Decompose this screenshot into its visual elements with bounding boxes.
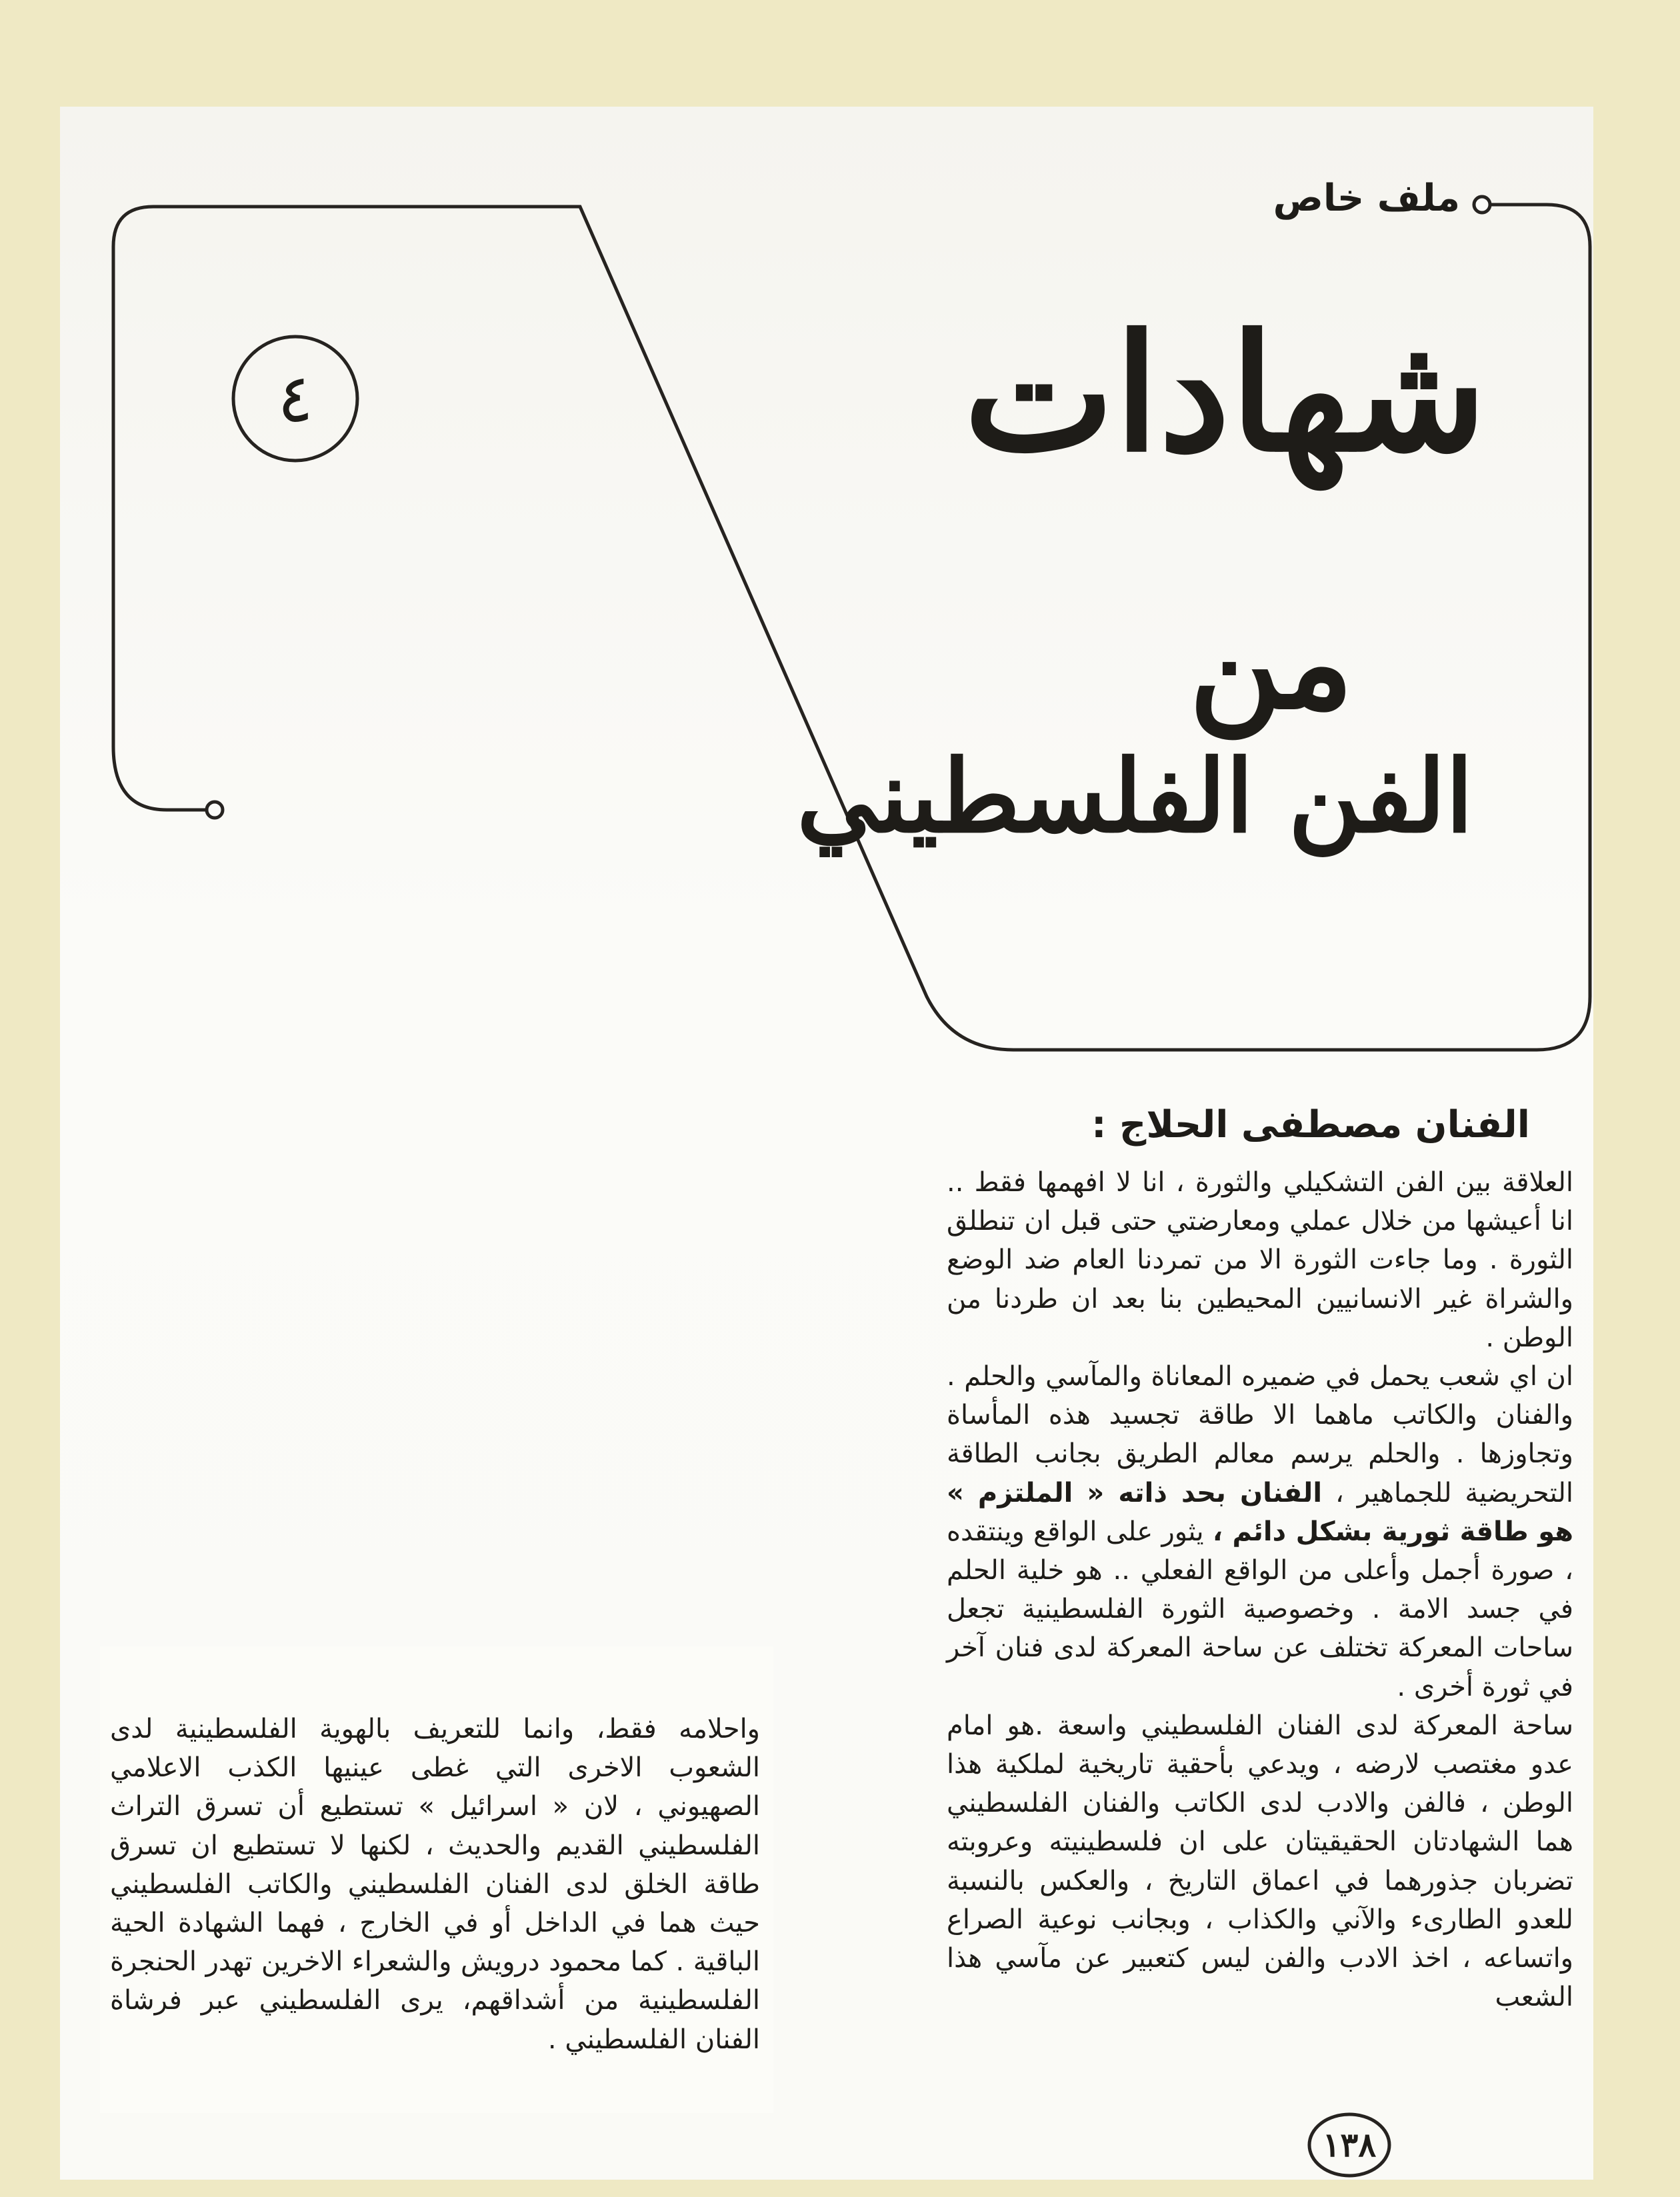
author-heading: الفنان مصطفى الحلاج : <box>1091 1103 1530 1146</box>
title-line-3: الفن الفلسطيني <box>797 738 1473 855</box>
article-paragraph-3: ساحة المعركة لدى الفنان الفلسطيني واسعة .هو امام عدو مغتصب لارضه ، ويدعي بأحقية تاريخية لملكية هذا الوطن ، فالفن والادب لدى الكاتب والفنان الفلسطيني هما الشهادتان الحقيقيتان على ان فلسطينيته وعروبته تضربان جذورهما في اعماق التاريخ ، والعكس بالنسبة للعدو الطارىء والآني والكذاب ، وبجانب نوعية الصراع واتساعه ، اخذ الادب والفن ليس كتعبير عن مآسي هذا الشعب <box>947 1710 1573 2013</box>
section-kicker: ملف خاص <box>1273 177 1460 220</box>
article-continuation: واحلامه فقط، وانما للتعريف بالهوية الفلسطينية لدى الشعوب الاخرى التي غطى عينيها الكذب الاعلامي الصهيوني ، لان « اسرائيل » تستطيع أن تسرق التراث الفلسطيني القديم والحديث ، لكنها لا تستطيع ان تسرق طاقة الخلق لدى الفنان الفلسطيني والكاتب الفلسطيني حيث هما في الداخل أو في الخارج ، فهما الشهادة الحية الباقية . كما محمود درويش والشعراء الاخرين تهدر الحنجرة الفلسطينية من أشداقهم، يرى الفلسطيني عبر فرشاة الفنان الفلسطيني . <box>110 1714 760 2055</box>
frame-end-circle-top <box>1474 197 1490 213</box>
page-number: ١٣٨ <box>1322 2125 1377 2164</box>
part-number: ٤ <box>277 359 313 437</box>
title-line-2: من <box>1189 589 1353 737</box>
article-paragraph-1: العلاقة بين الفن التشكيلي والثورة ، انا لا افهمها فقط .. انا أعيشها من خلال عملي ومعارضتي حتى قبل ان تنطلق الثورة . وما جاءت الثورة الا من تمردنا العام ضد الوضع والشراة غير الانسانيين المحيطين بنا بعد ان طردنا من الوطن . <box>947 1167 1573 1353</box>
paragraph-2-emphasis: الفنان بحد ذاته « الملتزم » هو طاقة ثورية بشكل دائم ، <box>947 1477 1574 1547</box>
paragraph-2-end: يثور على الواقع وينتقده ، صورة أجمل وأعلى من الواقع الفعلي .. هو خلية الحلم في جسد الامة . وخصوصية الثورة الفلسطينية تجعل ساحات المعركة تختلف عن ساحة المعركة لدى فنان آخر في ثورة أخرى . <box>947 1516 1573 1702</box>
page-title: شهادات <box>963 299 1487 487</box>
article-column-right <box>947 1163 1573 2016</box>
article-paragraph-2 <box>947 1357 1573 1706</box>
article-column-left <box>110 1710 760 2059</box>
paragraph-2-start: ان اي شعب يحمل في ضميره المعاناة والمآسي والحلم . والفنان والكاتب ماهما الا طاقة تجسيد هذه المأساة وتجاوزها . والحلم يرسم معالم الطريق بجانب الطاقة التحريضية للجماهير ، <box>947 1361 1574 1508</box>
frame-end-circle-bottom <box>207 802 223 818</box>
